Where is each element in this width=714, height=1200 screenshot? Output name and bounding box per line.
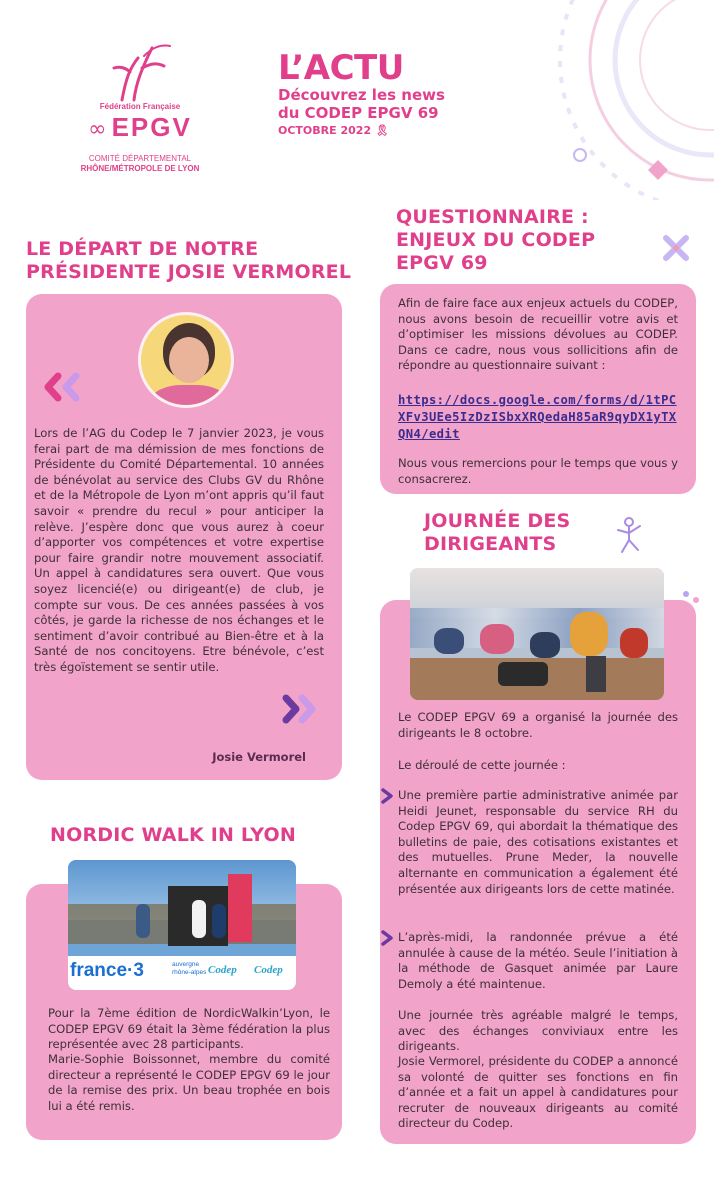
journee-p4: Josie Vermorel, présidente du CODEP a annoncé sa volonté de quitter ses fonctions en fin d’année et a fait un appel à candidatures pour recruter de nouveaux dirigeants au comité directeur du Codep.: [398, 1054, 678, 1131]
depart-card: [26, 294, 342, 780]
depart-title: [26, 238, 366, 284]
questionnaire-title-line3: EPGV 69: [396, 252, 488, 274]
depart-body: Lors de l’AG du Codep le 7 janvier 2023, je vous ferai part de ma démission de mes fonctions de Présidente du Comité Départemental. 10 années de bénévolat au service des Clubs GV du Rhône et de la Métropole de Lyon m’ont appris qu’il faut savoir « prendre du recul » pour anticiper la relève. J’espère donc que vous aurez à coeur d’apporter vos compétences et votre expertise pour faire grandir notre mouvement associatif. Un appel à candidatures sera ouvert. Que vous soyez licencié(e) ou dirigeant(e) de club, je compte sur vous. De ces années passées à vos côtés, je garde la richesse de nos échanges et le sentiment d’avoir contribué au Bien-être et à la Santé de nos concitoyens. Etre bénévole, c’est très égoïstement se sentir utile.: [34, 426, 324, 674]
sparkle-icon: [656, 228, 696, 268]
ribbon-icon: 🎗: [374, 124, 389, 137]
logo-brand: [60, 112, 220, 143]
journee-bullet-2: L’après-midi, la randonnée prévue a été annulée à cause de la météo. Seule l’initiation à la méthode de Gasquet animée par Laure Demoly a été maintenue.: [398, 930, 678, 991]
codep-logo-2: Codep: [254, 964, 283, 976]
questionnaire-card: [380, 284, 696, 494]
logo-federation: Fédération Française: [99, 102, 181, 111]
logo-figure-icon: [60, 38, 220, 108]
journee-p1: Le CODEP EPGV 69 a organisé la journée des dirigeants le 8 octobre.: [398, 710, 678, 740]
france3-region-1: auvergne: [172, 961, 200, 968]
header-subtitle-1: Découvrez les news: [278, 86, 445, 104]
depart-title-line1: LE DÉPART DE NOTRE: [26, 238, 259, 260]
nordic-photo: [68, 860, 296, 990]
depart-title-line2: PRÉSIDENTE JOSIE VERMOREL: [26, 261, 352, 283]
journee-title-line2: DIRIGEANTS: [424, 533, 557, 555]
logo-rhone: RHÔNE/MÉTROPOLE DE LYON: [80, 164, 200, 173]
questionnaire-title-line2: ENJEUX DU CODEP: [396, 229, 596, 251]
journee-p2: Le déroulé de cette journée :: [398, 758, 566, 772]
questionnaire-title-line1: QUESTIONNAIRE :: [396, 206, 589, 228]
journee-title: [424, 510, 624, 556]
decorative-circles: [520, 0, 714, 200]
small-diamond-icon: [646, 158, 670, 182]
journee-bullet-1: Une première partie administrative animée par Heidi Jeunet, responsable du service RH du Codep EPGV 69, qui abordait la thématique des bulletins de paie, des cotisations existantes et des mutuelles. Prune Meder, la nouvelle alternante en communication a également été présentée aux dirigeants lors de cette matinée.: [398, 788, 678, 896]
header-subtitle-2: du CODEP EPGV 69: [278, 104, 439, 122]
pink-ribbon-icon: ∞: [88, 117, 107, 142]
france3-logo: france·3: [70, 960, 144, 981]
questionnaire-link[interactable]: https://docs.google.com/forms/d/1tPCXFv3UEe5IzDzISbxXRQedaH85aR9qyDX1yTXQN4/edit: [398, 393, 677, 441]
questionnaire-thanks: Nous vous remercions pour le temps que vous y consacrerez.: [398, 456, 678, 486]
epgv-logo: [60, 38, 220, 178]
header-title: L’ACTU: [278, 48, 404, 88]
header-date: [278, 124, 518, 137]
france3-brand: france: [70, 960, 128, 981]
questionnaire-title: [396, 206, 636, 275]
nordic-title: NORDIC WALK IN LYON: [50, 824, 297, 846]
france3-region: [172, 961, 206, 977]
logo-comite: COMITÉ DÉPARTEMENTAL: [88, 154, 192, 163]
questionnaire-intro: Afin de faire face aux enjeux actuels du CODEP, nous avons besoin de recueillir votre avis et d’optimiser les missions dévolues au CODEP. Dans ce cadre, nous vous sollicitions afin de répondre au questionnaire suivant :: [398, 296, 678, 373]
france3-region-2: rhône-alpes: [172, 969, 207, 976]
header: [278, 50, 518, 137]
depart-signature: Josie Vermorel: [212, 750, 306, 764]
bullet-arrow-icon: [380, 788, 394, 804]
header-date-text: OCTOBRE 2022: [278, 124, 372, 137]
josie-avatar: [138, 312, 234, 408]
codep-logo-1: Codep: [208, 964, 237, 976]
journee-photo: [410, 568, 664, 700]
logo-brand-text: EPGV: [111, 112, 192, 142]
nordic-body-1: Pour la 7ème édition de NordicWalkin’Lyon, le CODEP EPGV 69 était la 3ème fédération la plus représentée avec 28 participants.: [48, 1006, 330, 1052]
bullet-arrow-icon: [380, 930, 394, 946]
journee-title-line1: JOURNÉE DES: [424, 510, 571, 532]
quote-open-icon: [44, 372, 84, 402]
quote-close-icon: [278, 694, 318, 724]
france3-num: 3: [133, 960, 144, 981]
journee-p3: Une journée très agréable malgré le temps, avec des échanges conviviaux entre les dirigeants.: [398, 1008, 678, 1054]
nordic-body-2: Marie-Sophie Boissonnet, membre du comité directeur a représenté le CODEP EPGV 69 le jour de la remise des prix. Un beau trophée en bois lui a été remis.: [48, 1052, 330, 1113]
